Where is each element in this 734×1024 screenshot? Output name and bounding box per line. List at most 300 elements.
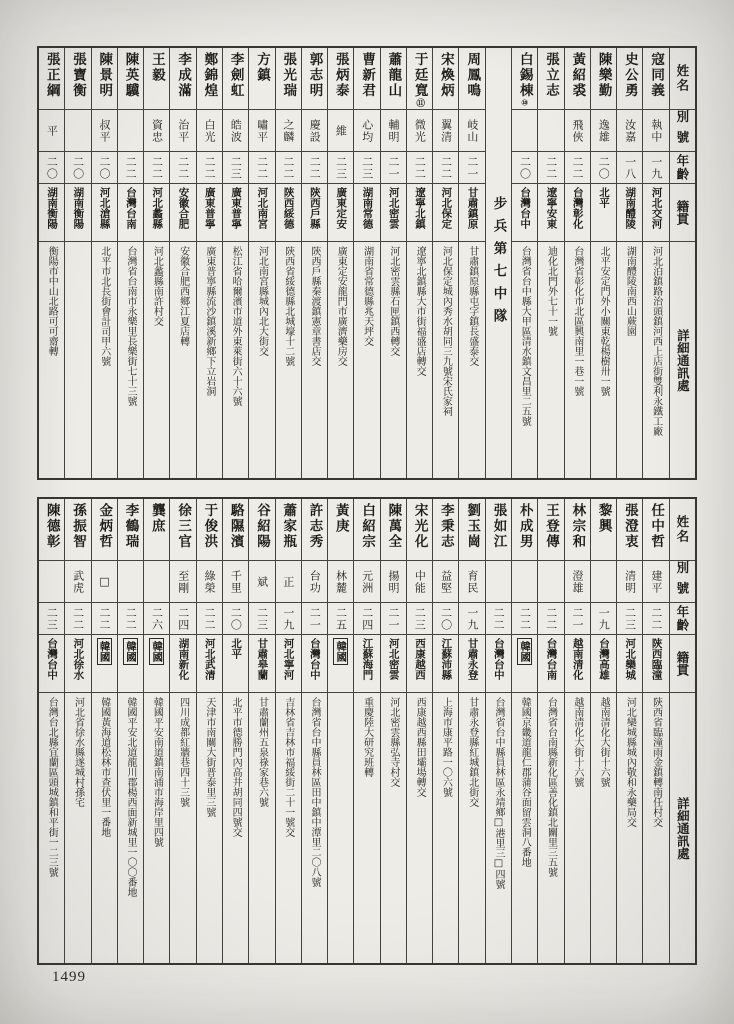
- person-origin-cell: [433, 635, 458, 693]
- person-address: 台灣省彰化市北區興南里一巷一號: [571, 246, 583, 396]
- person-alias: 白光: [203, 118, 217, 143]
- person-address-cell: [354, 242, 379, 478]
- person-age-cell: [249, 152, 274, 184]
- person-name-cell: [39, 499, 64, 561]
- person-address-cell: [512, 242, 537, 478]
- person-column: [458, 499, 484, 963]
- person-column: [196, 499, 222, 963]
- person-age: 二二: [492, 606, 506, 631]
- header-origin-label: [670, 635, 695, 693]
- person-age: 二二: [124, 155, 138, 180]
- person-name: 許志秀: [306, 503, 323, 550]
- person-age: 二〇: [597, 155, 611, 180]
- roster-table-bottom: [37, 497, 697, 965]
- header-alias-label: [670, 110, 695, 152]
- person-name: 陳樂勤: [595, 52, 612, 99]
- person-name: 李秉志: [437, 503, 454, 550]
- header-alias-label: [670, 561, 695, 603]
- person-address-cell: [565, 693, 590, 963]
- person-age: 二二: [649, 606, 663, 631]
- person-alias-cell: [328, 110, 353, 152]
- person-age: 二〇: [45, 155, 59, 180]
- header-column: [669, 499, 695, 963]
- person-alias-cell: [170, 110, 195, 152]
- person-address-cell: [328, 242, 353, 478]
- header-address-label-text: 詳細通訊處: [675, 328, 691, 392]
- person-origin-cell: [118, 635, 143, 693]
- person-age: 二二: [176, 155, 190, 180]
- person-alias-cell: [407, 110, 432, 152]
- person-age: 二二: [308, 155, 322, 180]
- person-origin-cell: [538, 635, 563, 693]
- person-origin: 河北徐水: [72, 638, 85, 680]
- person-alias-cell: [486, 561, 511, 603]
- person-address-cell: [92, 693, 117, 963]
- person-origin-cell: [65, 184, 90, 242]
- person-address-cell: [249, 242, 274, 478]
- person-address: 陝西省綏德縣北城壕十二號: [282, 246, 294, 366]
- person-column: [91, 48, 117, 478]
- person-origin: 韓國: [123, 638, 138, 665]
- person-age: 二二: [71, 606, 85, 631]
- header-alias-label-text: 別號: [674, 561, 690, 602]
- person-name: 白紹宗: [359, 503, 376, 550]
- person-name-cell: [538, 48, 563, 110]
- person-name-cell: [486, 499, 511, 561]
- person-name: 郭志明: [306, 52, 323, 99]
- person-age: 二二: [413, 155, 427, 180]
- person-column: [432, 499, 458, 963]
- person-origin-cell: [328, 635, 353, 693]
- person-address: 越南清化大街十六號: [598, 697, 610, 787]
- person-origin-cell: [92, 184, 117, 242]
- person-name: 李劍虹: [227, 52, 244, 99]
- person-address-cell: [302, 693, 327, 963]
- person-alias-cell: [643, 561, 668, 603]
- person-alias: 清明: [623, 569, 637, 594]
- person-name: 駱隰濱: [227, 503, 244, 550]
- person-age-cell: [459, 152, 484, 184]
- person-address-cell: [197, 242, 222, 478]
- person-name: 張光瑞: [280, 52, 297, 99]
- person-address-cell: [170, 242, 195, 478]
- person-column: [616, 499, 642, 963]
- person-age-cell: [538, 603, 563, 635]
- person-origin: 廣東普寧: [230, 187, 243, 229]
- person-alias-cell: [459, 110, 484, 152]
- person-address: 韓國平安北道龍川郡楊西面新城里一〇〇番地: [125, 697, 137, 897]
- person-origin: 廣東普寧: [203, 187, 216, 229]
- person-origin: 河北滄縣: [98, 187, 111, 229]
- person-origin: 陝西臨潼: [650, 638, 663, 680]
- person-column: [248, 499, 274, 963]
- person-alias-cell: [433, 110, 458, 152]
- person-name-cell: [643, 48, 668, 110]
- person-alias: 千里: [229, 569, 243, 594]
- person-name-cell: [92, 48, 117, 110]
- person-origin-cell: [144, 635, 169, 693]
- person-origin-cell: [65, 635, 90, 693]
- person-name-cell: [144, 48, 169, 110]
- person-age-cell: [328, 152, 353, 184]
- person-age-cell: [486, 603, 511, 635]
- person-alias: 澄雄: [571, 569, 584, 594]
- person-name: 于俊洪: [201, 503, 218, 550]
- person-address: 西康越西縣田壩場轉交: [414, 697, 426, 797]
- person-name-cell: [565, 48, 590, 110]
- person-age-cell: [144, 603, 169, 635]
- person-address: 甘肅蘭州五泉祿家巷六號: [256, 697, 268, 807]
- person-address-cell: [39, 242, 64, 478]
- person-origin-cell: [328, 184, 353, 242]
- person-origin: 廣東定安: [335, 187, 348, 229]
- person-origin-cell: [276, 184, 301, 242]
- person-column: [91, 499, 117, 963]
- person-origin: 河北密雲: [387, 187, 400, 229]
- person-alias-cell: [643, 110, 668, 152]
- person-age-cell: [407, 603, 432, 635]
- person-origin-cell: [591, 184, 616, 242]
- person-alias: 輔明: [387, 118, 401, 143]
- person-column: [537, 48, 563, 478]
- person-origin: 河北欒城: [624, 638, 637, 680]
- person-age: 一八: [623, 155, 637, 180]
- person-origin-cell: [512, 184, 537, 242]
- person-origin-cell: [197, 184, 222, 242]
- person-address: 衡陽市中山北路可可齋轉: [46, 246, 58, 356]
- person-origin-cell: [617, 635, 642, 693]
- person-alias: 平: [45, 124, 59, 137]
- person-age: 二二: [255, 155, 269, 180]
- person-address: 廣東普寧縣流沙鎮溪新鄉下立岩洞: [203, 246, 215, 396]
- person-origin: 湖南衡陽: [72, 187, 85, 229]
- person-alias: 逸雄: [597, 118, 611, 143]
- person-column: [353, 499, 379, 963]
- person-origin: 台灣台中: [308, 638, 321, 680]
- roster-table-top: [37, 46, 697, 480]
- person-origin-cell: [223, 184, 248, 242]
- person-name-cell: [591, 48, 616, 110]
- person-alias-cell: [512, 110, 537, 152]
- person-age-cell: [170, 603, 195, 635]
- person-address-cell: [538, 242, 563, 478]
- person-alias: 治平: [176, 118, 190, 143]
- person-alias: 至剛: [176, 569, 190, 594]
- person-origin-cell: [39, 635, 64, 693]
- person-origin-cell: [302, 635, 327, 693]
- person-age-cell: [223, 152, 248, 184]
- person-alias: □: [97, 574, 111, 589]
- person-address: 越南清化大街十六號: [571, 697, 583, 787]
- person-origin: 台灣台中: [519, 187, 532, 229]
- person-column: [406, 499, 432, 963]
- person-age: 二四: [360, 606, 374, 631]
- person-age: 二一: [571, 606, 584, 631]
- person-alias-cell: [197, 110, 222, 152]
- person-address-cell: [407, 693, 432, 963]
- person-name: 陳英驥: [122, 52, 139, 99]
- person-name: 史公勇: [621, 52, 638, 99]
- person-alias-cell: [459, 561, 484, 603]
- person-alias: 執中: [649, 118, 663, 143]
- person-alias-cell: [565, 110, 590, 152]
- person-alias: 林麓: [334, 569, 348, 594]
- person-origin-cell: [197, 635, 222, 693]
- person-origin: 西康越西: [414, 638, 427, 680]
- person-name-cell: [170, 48, 195, 110]
- person-age-cell: [433, 603, 458, 635]
- person-alias: 慶設: [308, 118, 322, 143]
- person-name: 蕭龍山: [385, 52, 402, 99]
- person-name: 陳德彰: [43, 503, 60, 550]
- person-address: 韓國平安南道鎮南浦市海岸里四號: [151, 697, 163, 847]
- person-name: 谷紹陽: [253, 503, 270, 550]
- person-alias-cell: [302, 110, 327, 152]
- person-address: 台灣省台南市永樂里長樂街七十三號: [125, 246, 137, 406]
- person-name-cell: [512, 499, 537, 561]
- person-alias-cell: [223, 561, 248, 603]
- person-name: 孫振智: [69, 503, 86, 550]
- person-address: 台灣省台中縣大甲區清水鎮文昌里二五號: [519, 246, 531, 426]
- header-name-label-text: 姓名: [674, 515, 690, 544]
- person-age-cell: [65, 603, 90, 635]
- person-alias-cell: [118, 561, 143, 603]
- person-age-cell: [512, 152, 537, 184]
- person-name-cell: [617, 48, 642, 110]
- person-alias: 嘯平: [255, 118, 269, 143]
- person-origin: 遼寧安東: [545, 187, 558, 229]
- person-alias: 維: [334, 124, 348, 137]
- person-address: 河北欒城縣城內敬和永藥局交: [624, 697, 636, 827]
- person-origin-cell: [354, 635, 379, 693]
- person-age-cell: [302, 603, 327, 635]
- person-column: [642, 499, 668, 963]
- person-origin: 陝西綏德: [282, 187, 295, 229]
- person-origin-cell: [249, 635, 274, 693]
- person-name-cell: [92, 499, 117, 561]
- header-address-label: [670, 242, 695, 478]
- person-age: 二〇: [97, 155, 111, 180]
- person-address-cell: [459, 242, 484, 478]
- person-age: 二二: [203, 155, 217, 180]
- person-address: 天津市南關大街普泰里三號: [203, 697, 215, 817]
- person-age: 二二: [281, 155, 295, 180]
- person-address: 安徽合肥西鄉江夏店轉: [177, 246, 189, 346]
- person-address: 河北密雲縣石匣鎮西轉交: [387, 246, 399, 356]
- person-origin: 湖南醴陵: [624, 187, 637, 229]
- person-alias: 綠榮: [203, 569, 217, 594]
- person-alias-cell: [144, 561, 169, 603]
- person-name: 張正綱: [43, 52, 60, 99]
- person-age: 二一: [387, 606, 401, 631]
- person-name-cell: [302, 48, 327, 110]
- person-alias: 中能: [413, 569, 427, 594]
- person-alias: 武虎: [71, 569, 85, 594]
- person-annotation-mark: ⑪: [414, 98, 425, 107]
- person-address-cell: [617, 242, 642, 478]
- person-origin-cell: [354, 184, 379, 242]
- person-address: 甘肅永登縣紅城鎮北街交: [466, 697, 478, 807]
- person-alias-cell: [144, 110, 169, 152]
- person-origin-cell: [92, 635, 117, 693]
- person-name-cell: [381, 48, 406, 110]
- person-alias-cell: [249, 561, 274, 603]
- person-address: 河北蠡縣南許村交: [151, 246, 163, 326]
- person-alias-cell: [381, 561, 406, 603]
- person-age: 二三: [360, 155, 374, 180]
- person-address: 遼寧北鎮縣大市街福盛店轉交: [414, 246, 426, 376]
- person-column: [143, 48, 169, 478]
- person-name: 金炳哲: [96, 503, 113, 550]
- person-address-cell: [407, 242, 432, 478]
- person-alias-cell: [249, 110, 274, 152]
- person-age: 二〇: [71, 155, 85, 180]
- person-age-cell: [302, 152, 327, 184]
- person-origin-cell: [433, 184, 458, 242]
- person-alias: 建平: [649, 569, 663, 594]
- person-name: 張澄衷: [621, 503, 638, 550]
- section-label: 步兵第七中隊: [490, 195, 507, 331]
- person-address: 台灣省台中縣員林區田中鎮中潭里二〇八號: [309, 697, 321, 887]
- person-address: 河北保定城內秀水胡同三九號宋氏家祠: [440, 246, 452, 416]
- person-address: 韓國黃海道松林市查伏里一番地: [98, 697, 110, 837]
- person-alias-cell: [354, 561, 379, 603]
- person-age-cell: [381, 152, 406, 184]
- person-alias-cell: [223, 110, 248, 152]
- person-alias: 飛俠: [571, 118, 584, 143]
- person-origin: 北平: [230, 638, 243, 659]
- person-origin: 韓國: [149, 638, 164, 665]
- person-address: 湖南醴陵南西山蕨園: [624, 246, 636, 336]
- person-name: 曹新君: [359, 52, 376, 99]
- person-age-cell: [643, 152, 668, 184]
- person-age: 二〇: [229, 606, 243, 631]
- person-alias-cell: [92, 561, 117, 603]
- header-name-label-text: 姓名: [674, 64, 690, 93]
- person-age-cell: [591, 152, 616, 184]
- person-address: 上海市康平路一〇六號: [440, 697, 452, 797]
- header-origin-label-text: 籍貫: [674, 200, 690, 225]
- person-age-cell: [39, 603, 64, 635]
- person-age: 一九: [281, 606, 295, 631]
- person-name-cell: [328, 499, 353, 561]
- person-alias-cell: [197, 561, 222, 603]
- person-origin-cell: [407, 184, 432, 242]
- person-age: 一九: [465, 606, 479, 631]
- person-alias-cell: [302, 561, 327, 603]
- person-alias-cell: [328, 561, 353, 603]
- person-alias-cell: [381, 110, 406, 152]
- person-age: 二二: [544, 606, 558, 631]
- person-age-cell: [591, 603, 616, 635]
- person-alias: 斌: [255, 575, 269, 588]
- header-address-label: [670, 693, 695, 963]
- person-address-cell: [354, 693, 379, 963]
- person-address-cell: [433, 693, 458, 963]
- person-age: 二二: [203, 606, 217, 631]
- person-age-cell: [65, 152, 90, 184]
- person-address: 陝西戶縣秦渡鎮憲章書店交: [309, 246, 321, 366]
- person-origin: 湖南新化: [177, 638, 190, 680]
- person-address-cell: [170, 693, 195, 963]
- person-origin: 河北蠡縣: [151, 187, 164, 229]
- person-name: 鄭錦煌: [201, 52, 218, 99]
- person-age-cell: [197, 152, 222, 184]
- person-origin: 河北保定: [440, 187, 453, 229]
- person-name: 寇同義: [648, 52, 665, 99]
- person-alias-cell: [65, 561, 90, 603]
- person-name-cell: [565, 499, 590, 561]
- person-name: 張寶衡: [69, 52, 86, 99]
- person-origin: 台灣台中: [46, 638, 59, 680]
- person-origin: 湖南常德: [361, 187, 374, 229]
- header-alias-label-text: 別號: [674, 110, 690, 151]
- person-name-cell: [39, 48, 64, 110]
- person-address-cell: [92, 242, 117, 478]
- person-column: [143, 499, 169, 963]
- person-column: [537, 499, 563, 963]
- person-age: 二三: [623, 606, 637, 631]
- person-alias: 汝嘉: [623, 118, 637, 143]
- person-address: 河北泊鎮路治頭鎮河西上店街雙利永鐵工廠: [650, 246, 662, 436]
- person-address-cell: [381, 242, 406, 478]
- person-age: 二〇: [518, 155, 532, 180]
- person-origin: 江蘇海門: [361, 638, 374, 680]
- person-column: [485, 499, 511, 963]
- person-age-cell: [39, 152, 64, 184]
- person-address-cell: [65, 242, 90, 478]
- person-address-cell: [302, 242, 327, 478]
- person-alias-cell: [39, 110, 64, 152]
- person-origin-cell: [170, 635, 195, 693]
- person-origin-cell: [565, 184, 590, 242]
- person-alias: 育民: [465, 569, 479, 594]
- person-address-cell: [249, 693, 274, 963]
- person-age-cell: [354, 152, 379, 184]
- person-name: 陳景明: [96, 52, 113, 99]
- person-column: [39, 48, 64, 478]
- person-origin-cell: [276, 635, 301, 693]
- person-column: [117, 499, 143, 963]
- person-origin: 安徽合肥: [177, 187, 190, 229]
- person-name-cell: [354, 499, 379, 561]
- header-address-label-text: 詳細通訊處: [675, 796, 691, 860]
- header-origin-label-text: 籍貫: [674, 651, 690, 676]
- person-origin-cell: [643, 184, 668, 242]
- header-age-label-text: 年齡: [674, 605, 690, 632]
- person-address: 韓國京畿道龍仁郡蒲谷面留雲洞八番地: [519, 697, 531, 867]
- person-name: 蕭家瓶: [280, 503, 297, 550]
- person-name: 任中哲: [648, 503, 665, 550]
- person-name-cell: [591, 499, 616, 561]
- person-address: 北平市北長街會計司甲六號: [98, 246, 110, 366]
- person-address: 重慶陸大研究班轉: [361, 697, 373, 777]
- person-origin-cell: [512, 635, 537, 693]
- person-origin-cell: [170, 184, 195, 242]
- person-origin-cell: [223, 635, 248, 693]
- person-alias-cell: [433, 561, 458, 603]
- person-name-cell: [643, 499, 668, 561]
- person-column: [301, 48, 327, 478]
- header-age-label-text: 年齡: [674, 154, 690, 181]
- person-age: 二一: [387, 155, 401, 180]
- person-age-cell: [512, 603, 537, 635]
- person-address: 廣東定安龍門市廣濟藥房交: [335, 246, 347, 366]
- person-alias-cell: [617, 110, 642, 152]
- person-name-cell: [118, 499, 143, 561]
- person-name-cell: [197, 48, 222, 110]
- person-column: [406, 48, 432, 478]
